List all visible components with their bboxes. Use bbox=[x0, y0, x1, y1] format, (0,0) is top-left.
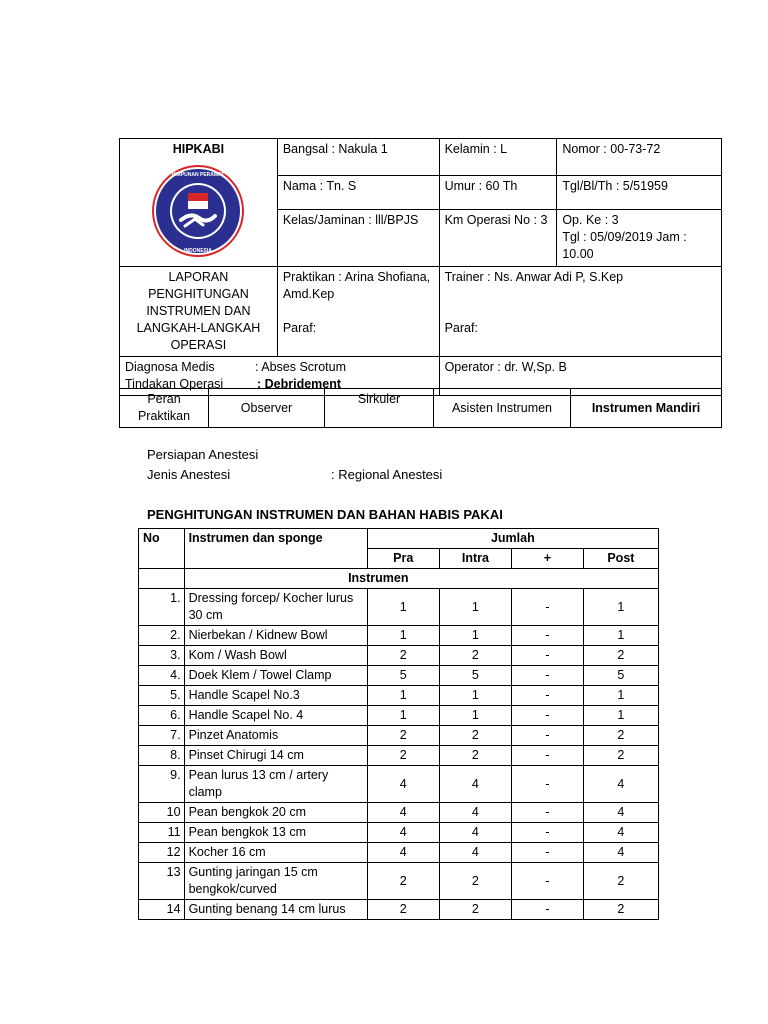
table-row bbox=[139, 589, 659, 626]
row-post: 2 bbox=[583, 746, 658, 766]
row-intra: 2 bbox=[439, 726, 511, 746]
table-row bbox=[139, 686, 659, 706]
row-intra: 2 bbox=[439, 863, 511, 900]
table-row bbox=[139, 626, 659, 646]
umur-cell: Umur : 60 Th bbox=[439, 175, 557, 209]
row-pra: 1 bbox=[367, 686, 439, 706]
row-intra: 4 bbox=[439, 823, 511, 843]
diagnosa-label: Diagnosa Medis bbox=[125, 360, 215, 374]
row-pra: 4 bbox=[367, 803, 439, 823]
row-item: Handle Scapel No. 4 bbox=[184, 706, 367, 726]
col-intra: Intra bbox=[439, 549, 511, 569]
row-pra: 5 bbox=[367, 666, 439, 686]
row-no: 14 bbox=[139, 900, 185, 920]
trainer-cell bbox=[439, 267, 721, 357]
row-plus: - bbox=[512, 686, 584, 706]
table-row bbox=[139, 823, 659, 843]
col-plus: + bbox=[512, 549, 584, 569]
row-plus: - bbox=[512, 646, 584, 666]
prep-title: Persiapan Anestesi bbox=[147, 447, 259, 462]
row-pra: 1 bbox=[367, 626, 439, 646]
row-post: 4 bbox=[583, 843, 658, 863]
row-plus: - bbox=[512, 803, 584, 823]
row-intra: 1 bbox=[439, 706, 511, 726]
col-post: Post bbox=[583, 549, 658, 569]
col-jumlah: Jumlah bbox=[367, 529, 658, 549]
row-item: Nierbekan / Kidnew Bowl bbox=[184, 626, 367, 646]
row-intra: 2 bbox=[439, 646, 511, 666]
row-pra: 2 bbox=[367, 863, 439, 900]
row-post: 2 bbox=[583, 863, 658, 900]
praktikan: Praktikan : Arina Shofiana, Amd.Kep bbox=[282, 270, 431, 301]
row-intra: 4 bbox=[439, 803, 511, 823]
row-intra: 5 bbox=[439, 666, 511, 686]
row-post: 4 bbox=[583, 766, 658, 803]
nama-cell: Nama : Tn. S bbox=[277, 175, 439, 209]
row-intra: 4 bbox=[439, 766, 511, 803]
bangsal-cell: Bangsal : Nakula 1 bbox=[277, 139, 439, 176]
row-item: Gunting benang 14 cm lurus bbox=[184, 900, 367, 920]
row-no: 5. bbox=[139, 686, 185, 706]
row-no: 2. bbox=[139, 626, 185, 646]
row-pra: 4 bbox=[367, 843, 439, 863]
col-no: No bbox=[139, 529, 185, 569]
col-item: Instrumen dan sponge bbox=[184, 529, 367, 569]
svg-text:INDONESIA: INDONESIA bbox=[184, 248, 213, 254]
row-intra: 1 bbox=[439, 626, 511, 646]
row-item: Pean bengkok 13 cm bbox=[184, 823, 367, 843]
trainer: Trainer : Ns. Anwar Adi P, S.Kep bbox=[444, 270, 624, 284]
mandiri-cell: Instrumen Mandiri bbox=[571, 389, 722, 428]
svg-text:HIMPUNAN PERAWAT: HIMPUNAN PERAWAT bbox=[172, 172, 225, 178]
row-item: Gunting jaringan 15 cm bengkok/curved bbox=[184, 863, 367, 900]
instrument-count-table bbox=[138, 528, 659, 920]
row-no: 13 bbox=[139, 863, 185, 900]
row-item: Pean bengkok 20 cm bbox=[184, 803, 367, 823]
row-no: 11 bbox=[139, 823, 185, 843]
row-intra: 4 bbox=[439, 843, 511, 863]
row-pra: 2 bbox=[367, 746, 439, 766]
row-post: 4 bbox=[583, 823, 658, 843]
row-item: Pean lurus 13 cm / artery clamp bbox=[184, 766, 367, 803]
row-no: 1. bbox=[139, 589, 185, 626]
row-plus: - bbox=[512, 863, 584, 900]
row-pra: 2 bbox=[367, 726, 439, 746]
section-title: PENGHITUNGAN INSTRUMEN DAN BAHAN HABIS PAKAI bbox=[147, 507, 503, 522]
op-ke: Op. Ke : 3 bbox=[562, 212, 619, 227]
org-name: HIPKABI bbox=[172, 142, 225, 156]
row-intra: 2 bbox=[439, 746, 511, 766]
count-rows bbox=[139, 589, 659, 920]
row-pra: 4 bbox=[367, 823, 439, 843]
row-item: Kocher 16 cm bbox=[184, 843, 367, 863]
table-row bbox=[139, 706, 659, 726]
table-row bbox=[139, 900, 659, 920]
observer-cell: Observer bbox=[209, 389, 325, 428]
row-no: 9. bbox=[139, 766, 185, 803]
row-no: 4. bbox=[139, 666, 185, 686]
row-pra: 1 bbox=[367, 589, 439, 626]
row-plus: - bbox=[512, 626, 584, 646]
table-row bbox=[139, 746, 659, 766]
jenis-anestesi-label: Jenis Anestesi bbox=[147, 467, 231, 482]
row-post: 2 bbox=[583, 726, 658, 746]
row-plus: - bbox=[512, 823, 584, 843]
diagnosa-value: : Abses Scrotum bbox=[255, 360, 347, 374]
row-pra: 1 bbox=[367, 706, 439, 726]
row-pra: 2 bbox=[367, 900, 439, 920]
row-post: 1 bbox=[583, 706, 658, 726]
table-row bbox=[139, 803, 659, 823]
paraf-trainer: Paraf: bbox=[444, 321, 478, 335]
row-post: 1 bbox=[583, 626, 658, 646]
row-no: 8. bbox=[139, 746, 185, 766]
row-plus: - bbox=[512, 900, 584, 920]
row-pra: 2 bbox=[367, 646, 439, 666]
row-item: Dressing forcep/ Kocher lurus 30 cm bbox=[184, 589, 367, 626]
report-title: LAPORAN PENGHITUNGAN INSTRUMEN DAN LANGKAH-LANGKAH OPERASI bbox=[120, 267, 278, 357]
header-table bbox=[119, 138, 722, 396]
group-label: Instrumen bbox=[184, 569, 658, 589]
asisten-cell: Asisten Instrumen bbox=[434, 389, 571, 428]
table-row bbox=[139, 863, 659, 900]
row-post: 1 bbox=[583, 589, 658, 626]
row-no: 3. bbox=[139, 646, 185, 666]
row-post: 5 bbox=[583, 666, 658, 686]
row-plus: - bbox=[512, 843, 584, 863]
tindakan-value: : Debridement bbox=[257, 377, 342, 391]
col-pra: Pra bbox=[367, 549, 439, 569]
op-cell bbox=[557, 209, 722, 266]
row-item: Handle Scapel No.3 bbox=[184, 686, 367, 706]
org-cell bbox=[120, 139, 278, 267]
row-post: 2 bbox=[583, 646, 658, 666]
row-plus: - bbox=[512, 706, 584, 726]
row-pra: 4 bbox=[367, 766, 439, 803]
table-row bbox=[139, 646, 659, 666]
row-item: Kom / Wash Bowl bbox=[184, 646, 367, 666]
table-row bbox=[139, 843, 659, 863]
jenis-anestesi-value: : Regional Anestesi bbox=[331, 467, 443, 482]
row-no: 10 bbox=[139, 803, 185, 823]
anestesi-section bbox=[147, 445, 442, 485]
nomor-cell: Nomor : 00-73-72 bbox=[557, 139, 722, 176]
row-intra: 2 bbox=[439, 900, 511, 920]
row-item: Doek Klem / Towel Clamp bbox=[184, 666, 367, 686]
kelamin-cell: Kelamin : L bbox=[439, 139, 557, 176]
row-no: 6. bbox=[139, 706, 185, 726]
peran-cell: Peran Praktikan bbox=[120, 389, 209, 428]
row-plus: - bbox=[512, 589, 584, 626]
table-row bbox=[139, 766, 659, 803]
row-no: 12 bbox=[139, 843, 185, 863]
role-table bbox=[119, 388, 722, 428]
row-plus: - bbox=[512, 666, 584, 686]
row-plus: - bbox=[512, 746, 584, 766]
table-row bbox=[139, 726, 659, 746]
hipkabi-logo bbox=[151, 164, 245, 258]
km-operasi-cell: Km Operasi No : 3 bbox=[439, 209, 557, 266]
row-no: 7. bbox=[139, 726, 185, 746]
kelas-cell: Kelas/Jaminan : lll/BPJS bbox=[277, 209, 439, 266]
praktikan-cell bbox=[277, 267, 439, 357]
row-post: 2 bbox=[583, 900, 658, 920]
row-intra: 1 bbox=[439, 686, 511, 706]
row-item: Pinzet Anatomis bbox=[184, 726, 367, 746]
tindakan-label: Tindakan Operasi bbox=[125, 377, 224, 391]
row-post: 4 bbox=[583, 803, 658, 823]
row-intra: 1 bbox=[439, 589, 511, 626]
sirkuler-cell: Sirkuler bbox=[325, 389, 434, 428]
row-post: 1 bbox=[583, 686, 658, 706]
tgl-op: Tgl : 05/09/2019 Jam : 10.00 bbox=[562, 229, 687, 261]
row-plus: - bbox=[512, 766, 584, 803]
row-item: Pinset Chirugi 14 cm bbox=[184, 746, 367, 766]
row-plus: - bbox=[512, 726, 584, 746]
tgl-lahir-cell: Tgl/Bl/Th : 5/51959 bbox=[557, 175, 722, 209]
paraf-praktikan: Paraf: bbox=[282, 321, 317, 335]
table-row bbox=[139, 666, 659, 686]
operator-cell: Operator : dr. W,Sp. B bbox=[439, 357, 721, 396]
